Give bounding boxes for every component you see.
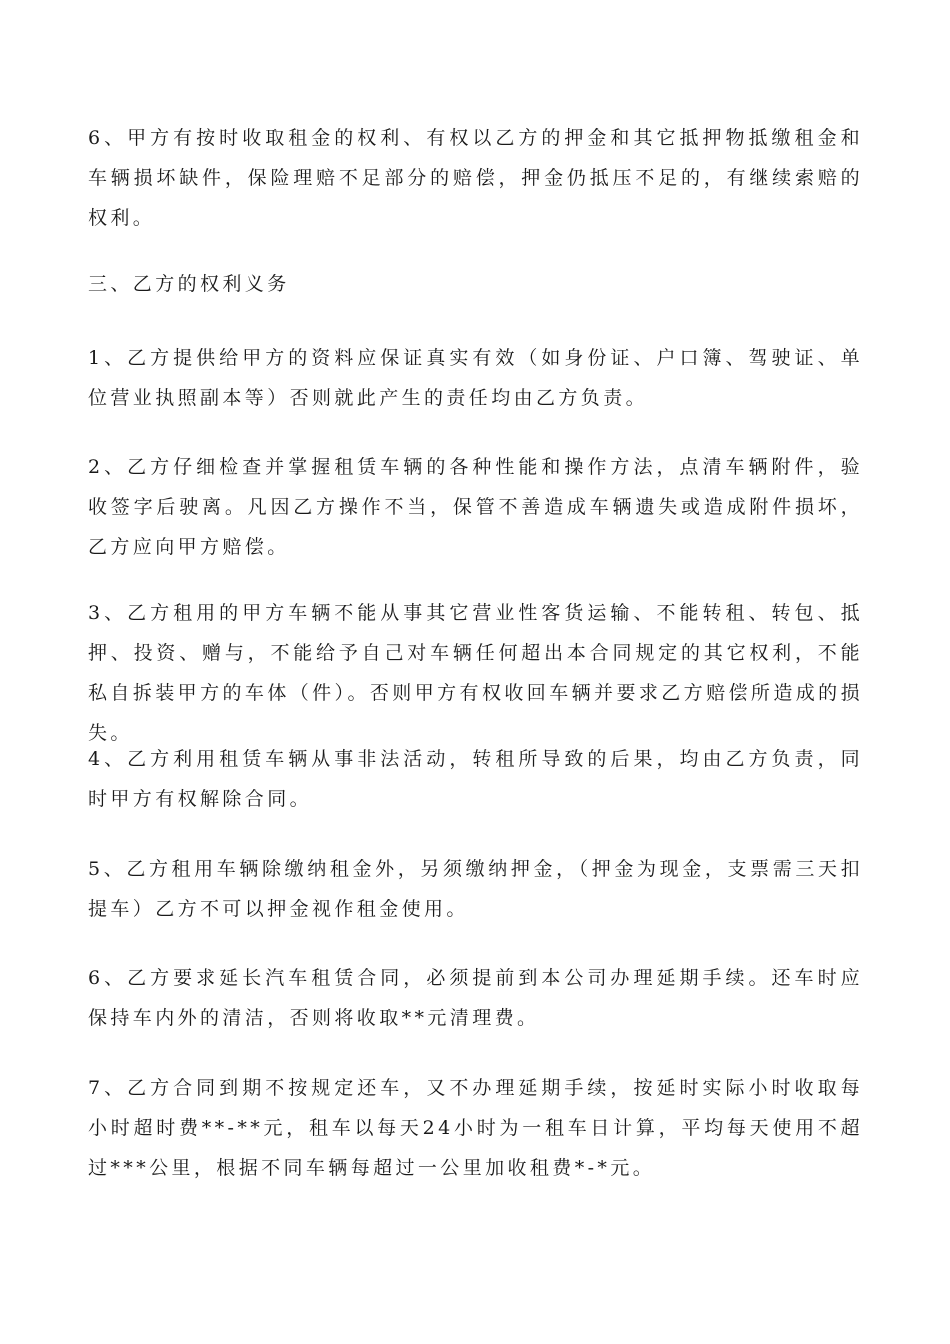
clause-b6-paragraph: 6、乙方要求延长汽车租赁合同，必须提前到本公司办理延期手续。还车时应保持车内外的清洁，否则将收取**元清理费。 (88, 967, 863, 1029)
clause-b2-paragraph: 2、乙方仔细检查并掌握租赁车辆的各种性能和操作方法，点清车辆附件，验收签字后驶离。凡因乙方操作不当，保管不善造成车辆遗失或造成附件损坏，乙方应向甲方赔偿。 (88, 456, 863, 558)
clause-b1-paragraph: 1、乙方提供给甲方的资料应保证真实有效（如身份证、户口簿、驾驶证、单位营业执照副本等）否则就此产生的责任均由乙方负责。 (88, 347, 863, 409)
clause-b3-paragraph: 3、乙方租用的甲方车辆不能从事其它营业性客货运输、不能转租、转包、抵押、投资、赠与，不能给予自己对车辆任何超出本合同规定的其它权利，不能私自拆装甲方的车体（件）。否则甲方有权收回车辆并要求乙方赔偿所造成的损失。 (88, 602, 863, 744)
clause-b4-paragraph: 4、乙方利用租赁车辆从事非法活动，转租所导致的后果，均由乙方负责，同时甲方有权解除合同。 (88, 748, 863, 810)
clause-b5-paragraph: 5、乙方租用车辆除缴纳租金外，另须缴纳押金，（押金为现金，支票需三天扣提车）乙方不可以押金视作租金使用。 (88, 858, 863, 920)
clause-b7-paragraph: 7、乙方合同到期不按规定还车，又不办理延期手续，按延时实际小时收取每小时超时费**-**元，租车以每天24小时为一租车日计算，平均每天使用不超过***公里，根据不同车辆每超过一公里加收租费*-*元。 (88, 1077, 863, 1179)
clause-a6-paragraph: 6、甲方有按时收取租金的权利、有权以乙方的押金和其它抵押物抵缴租金和车辆损坏缺件，保险理赔不足部分的赔偿，押金仍抵压不足的，有继续索赔的权利。 (88, 127, 863, 229)
section-heading-party-b-rights: 三、乙方的权利义务 (88, 273, 290, 295)
